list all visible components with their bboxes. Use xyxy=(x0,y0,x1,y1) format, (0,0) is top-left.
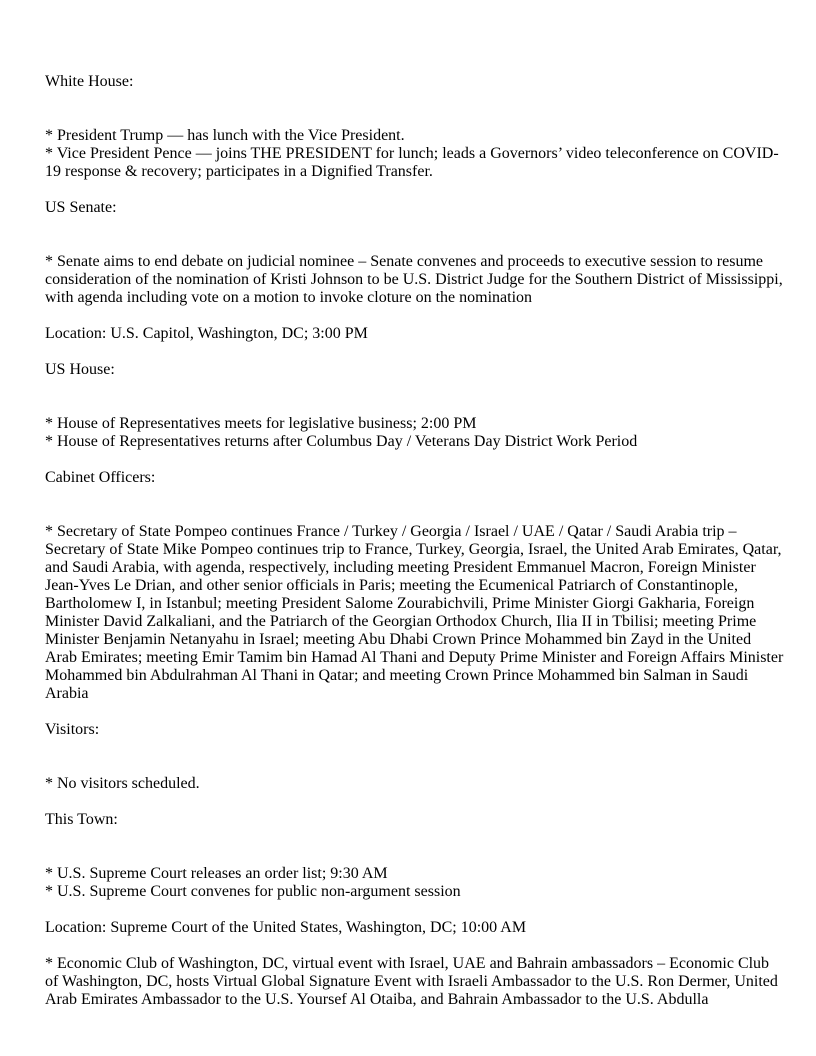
cabinet-heading: Cabinet Officers: xyxy=(45,469,156,486)
this-town-heading: This Town: xyxy=(45,811,118,828)
us-senate-location: Location: U.S. Capitol, Washington, DC; 3:00 PM xyxy=(45,325,368,342)
us-house-item-2: * House of Representatives returns after Columbus Day / Veterans Day District Work Period xyxy=(45,433,638,450)
this-town-item-2: * U.S. Supreme Court convenes for public non-argument session xyxy=(45,883,461,900)
cabinet-item-1: * Secretary of State Pompeo continues France / Turkey / Georgia / Israel / UAE / Qatar / Saudi Arabia trip – Secretary of State Mike Pompeo continues trip to France, Turkey, Georgia, Israel, the United Arab Emirates, Qatar, and Saudi Arabia, with agenda, respectively, including meeting President Emmanuel Macron, Foreign Minister Jean-Yves Le Drian, and other senior officials in Paris; meeting the Ecumenical Patriarch of Constantinople, Bartholomew I, in Istanbul; meeting President Salome Zourabichvili, Prime Minister Giorgi Gakharia, Foreign Minister David Zalkaliani, and the Patriarch of the Georgian Orthodox Church, Ilia II in Tbilisi; meeting Prime Minister Benjamin Netanyahu in Israel; meeting Abu Dhabi Crown Prince Mohammed bin Zayd in the United Arab Emirates; meeting Emir Tamim bin Hamad Al Thani and Deputy Prime Minister and Foreign Affairs Minister Mohammed bin Abdulrahman Al Thani in Qatar; and meeting Crown Prince Mohammed bin Salman in Saudi Arabia xyxy=(45,523,784,702)
white-house-item-1: * President Trump — has lunch with the Vice President. xyxy=(45,127,405,144)
us-senate-item-1: * Senate aims to end debate on judicial nominee – Senate convenes and proceeds to executive session to resume consideration of the nomination of Kristi Johnson to be U.S. District Judge for the Southern District of Mississippi, with agenda including vote on a motion to invoke cloture on the nomination xyxy=(45,253,783,306)
this-town-item-3: * Economic Club of Washington, DC, virtual event with Israel, UAE and Bahrain ambassadors – Economic Club of Washington, DC, hosts Virtual Global Signature Event with Israeli Ambassador to the U.S. Ron Dermer, United Arab Emirates Ambassador to the U.S. Yoursef Al Otaiba, and Bahrain Ambassador to the U.S. Abdulla xyxy=(45,955,778,1008)
white-house-heading: White House: xyxy=(45,73,134,90)
visitors-item-1: * No visitors scheduled. xyxy=(45,775,200,792)
visitors-heading: Visitors: xyxy=(45,721,100,738)
us-house-item-1: * House of Representatives meets for legislative business; 2:00 PM xyxy=(45,415,477,432)
this-town-location: Location: Supreme Court of the United States, Washington, DC; 10:00 AM xyxy=(45,919,527,936)
white-house-item-2: * Vice President Pence — joins THE PRESIDENT for lunch; leads a Governors’ video teleconference on COVID-19 response & recovery; participates in a Dignified Transfer. xyxy=(45,145,779,180)
us-house-heading: US House: xyxy=(45,361,115,378)
this-town-item-1: * U.S. Supreme Court releases an order list; 9:30 AM xyxy=(45,865,388,882)
us-senate-heading: US Senate: xyxy=(45,199,117,216)
document-body xyxy=(45,73,785,1009)
